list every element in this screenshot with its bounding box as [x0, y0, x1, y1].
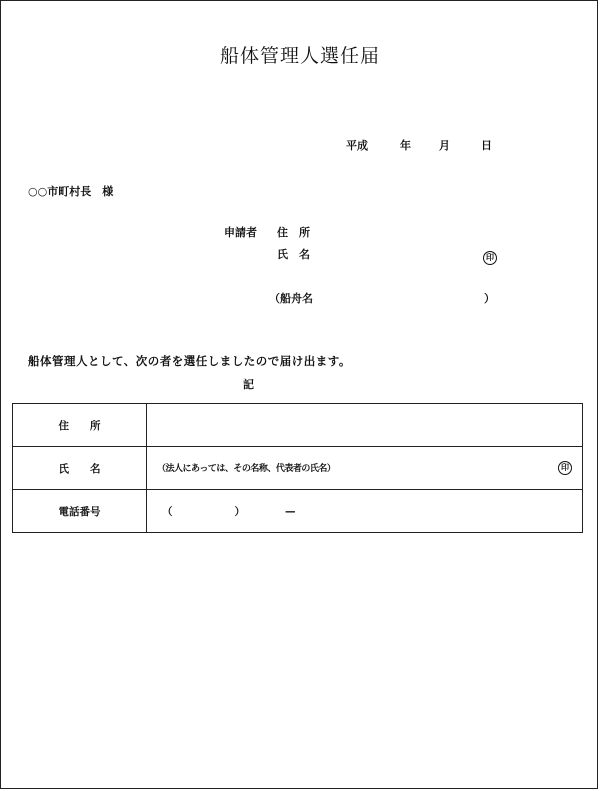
ki-heading: 記: [243, 378, 254, 391]
table-row: [13, 404, 583, 447]
applicant-name-label: 氏 名: [277, 248, 310, 261]
date-month: 月: [439, 139, 450, 152]
name-label-cell: 氏 名: [13, 447, 147, 490]
corporate-note: （法人にあっては、その名称、代表者の氏名）: [157, 464, 336, 474]
date-era: 平成: [346, 139, 368, 152]
date-day: 日: [481, 139, 492, 152]
statement-text: 船体管理人として、次の者を選任しましたので届け出ます。: [28, 354, 351, 368]
date-year: 年: [400, 139, 411, 152]
phone-open-paren: （: [162, 506, 173, 518]
document-title: 船体管理人選任届: [219, 45, 380, 67]
ship-name-close: ）: [484, 292, 495, 305]
appointee-table: [12, 403, 583, 533]
ship-name-open: （船舟名: [269, 292, 313, 305]
applicant-address-label: 住 所: [277, 226, 310, 239]
table-row: [13, 447, 583, 490]
applicant-label: 申請者: [224, 226, 257, 239]
applicant-seal-mark: [483, 245, 497, 265]
phone-close-paren: ）: [234, 506, 245, 518]
address-label-cell: 住 所: [13, 404, 147, 447]
table-row: [13, 490, 583, 533]
seal-icon: 印: [483, 251, 497, 265]
name-seal-wrap: [558, 461, 572, 475]
phone-label-cell: 電話番号: [13, 490, 147, 533]
seal-icon: 印: [558, 461, 572, 475]
phone-dash: —: [285, 506, 296, 518]
address-value-cell[interactable]: [147, 404, 583, 447]
name-value-cell[interactable]: [147, 447, 583, 490]
phone-format: [162, 504, 296, 519]
addressee: ○○市町村長 様: [28, 185, 114, 198]
phone-value-cell[interactable]: [147, 490, 583, 533]
